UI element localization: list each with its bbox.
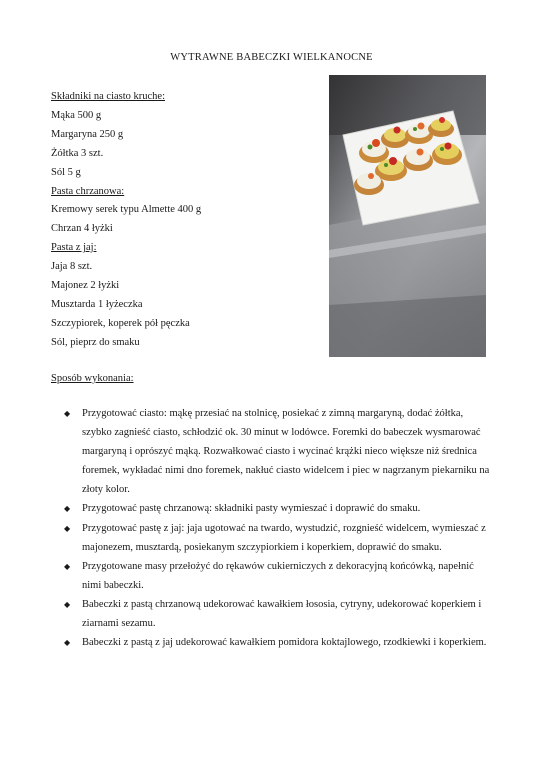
ingredients-list [51,88,301,353]
method-step: ◆ Przygotowane masy przełożyć do rękawów cukierniczych z dekoracyjną końcówką, napełnić nimi babeczki. [64,557,494,595]
bullet-icon: ◆ [64,409,71,418]
method-step: ◆ Przygotować pastę z jaj: jaja ugotować na twardo, wystudzić, rozgnieść widelcem, wymieszać z majonezem, musztardą, posiekanym szczypiorkiem i koperkiem, doprawić do smaku. [64,519,494,557]
method-step: ◆ Babeczki z pastą chrzanową udekorować kawałkiem łososia, cytryny, udekorować koperkiem i ziarnami sezamu. [64,595,494,633]
ingredient-item: Sól 5 g [51,166,81,178]
ingredient-item: Musztarda 1 łyżeczka [51,298,143,310]
method-step: ◆ Babeczki z pastą z jaj udekorować kawałkiem pomidora koktajlowego, rzodkiewki i koperkiem. [64,633,494,652]
bullet-icon: ◆ [64,504,71,514]
ingredient-heading-dough: Składniki na ciasto kruche: [51,91,166,102]
bullet-icon: ◆ [64,599,71,609]
bullet-icon: ◆ [64,638,71,648]
method-step: ◆ Przygotować ciasto: mąkę przesiać na stolnicę, posiekać z zimną margaryną, dodać żółtka, szybko zagnieść ciasto, schłodzić ok. 30 minut w lodówce. Foremki do babeczek wysmarować margaryną i oprószyć mąką. Rozwałkować ciasto i wycinać krążki nieco większe niż średnica foremek, wykładać nimi dno foremek, nakłuć ciasto widelcem i piec w nagrzanym piekarniku na złoty kolor. [64,404,494,499]
ingredient-item: Margaryna 250 g [51,128,124,140]
ingredient-item: Chrzan 4 łyżki [51,223,113,235]
method-step: ◆ Przygotować pastę chrzanową: składniki pasty wymieszać i doprawić do smaku. [64,499,494,518]
ingredient-item: Kremowy serek typu Almette 400 g [51,204,202,216]
ingredient-item: Sól, pieprz do smaku [51,336,140,348]
bullet-icon: ◆ [64,561,71,571]
ingredient-heading-horseradish: Pasta chrzanowa: [51,185,125,197]
method-heading: Sposób wykonania: [51,373,134,384]
recipe-title: WYTRAWNE BABECZKI WIELKANOCNE [170,52,373,63]
ingredient-item: Jaja 8 szt. [51,261,93,273]
bullet-icon: ◆ [64,523,71,533]
tartlets-photo [329,75,486,357]
ingredient-item: Majonez 2 łyżki [51,280,120,292]
ingredient-item: Mąka 500 g [51,109,102,121]
ingredient-item: Żółtka 3 szt. [51,147,104,159]
ingredient-item: Szczypiorek, koperek pół pęczka [51,317,190,329]
method-steps [64,404,494,652]
ingredient-heading-egg: Pasta z jaj: [51,242,97,254]
